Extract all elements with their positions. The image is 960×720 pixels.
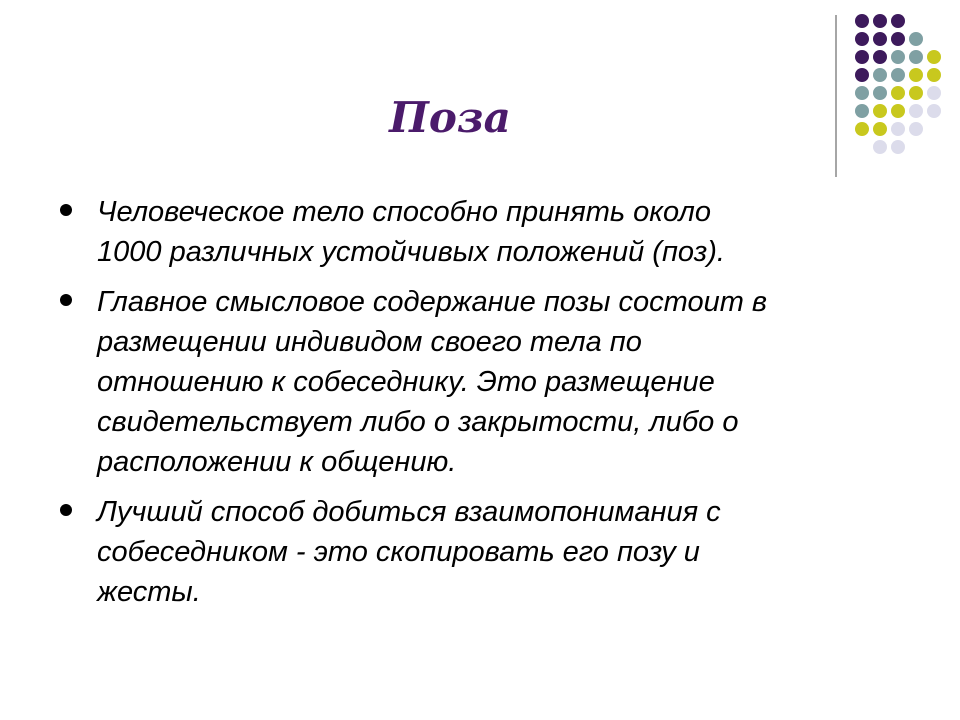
decorative-dot xyxy=(855,104,869,118)
bullet-item xyxy=(60,492,900,612)
decorative-dot xyxy=(891,32,905,46)
decorative-dot xyxy=(891,104,905,118)
decorative-dot xyxy=(891,86,905,100)
decorative-dot xyxy=(891,140,905,154)
decorative-dot xyxy=(891,14,905,28)
slide-title: Поза xyxy=(389,93,511,142)
decorative-dot xyxy=(873,140,887,154)
decorative-dot xyxy=(873,50,887,64)
decorative-dot xyxy=(855,68,869,82)
decorative-dot xyxy=(855,122,869,136)
bullet-text: Главное смысловое содержание позы состоит в размещении индивидом своего тела по отношению к собеседнику. Это размещение свидетельствует либо о закрытости, либо о расположении к общению. xyxy=(97,286,768,478)
decorative-dot xyxy=(927,86,941,100)
decorative-dot xyxy=(927,68,941,82)
decorative-dot xyxy=(927,104,941,118)
decorative-dot xyxy=(855,14,869,28)
bullet-text: Лучший способ добиться взаимопонимания с собеседником - это скопировать его позу и жесты. xyxy=(97,496,721,608)
bullet-dot-icon xyxy=(60,204,72,216)
decorative-dot xyxy=(873,14,887,28)
vertical-divider-line xyxy=(835,15,837,177)
bullet-text: Человеческое тело способно принять около 1000 различных устойчивых положений (поз). xyxy=(97,196,725,268)
decorative-dot xyxy=(855,50,869,64)
decorative-dot xyxy=(855,86,869,100)
decorative-dot xyxy=(891,122,905,136)
decorative-dot xyxy=(855,32,869,46)
decorative-dot xyxy=(909,68,923,82)
decorative-dot xyxy=(909,32,923,46)
bullet-item xyxy=(60,282,900,482)
decorative-dot xyxy=(909,86,923,100)
decorative-dot xyxy=(873,32,887,46)
decorative-dot xyxy=(891,68,905,82)
decorative-dot xyxy=(927,50,941,64)
bullet-dot-icon xyxy=(60,504,72,516)
decorative-dot xyxy=(909,122,923,136)
decorative-dot xyxy=(909,50,923,64)
decorative-dot xyxy=(873,104,887,118)
decorative-dot xyxy=(873,68,887,82)
decorative-dot xyxy=(909,104,923,118)
bullet-dot-icon xyxy=(60,294,72,306)
decorative-dot xyxy=(891,50,905,64)
decorative-dot xyxy=(873,86,887,100)
bullet-list xyxy=(60,192,900,622)
decorative-dot xyxy=(873,122,887,136)
bullet-item xyxy=(60,192,900,272)
